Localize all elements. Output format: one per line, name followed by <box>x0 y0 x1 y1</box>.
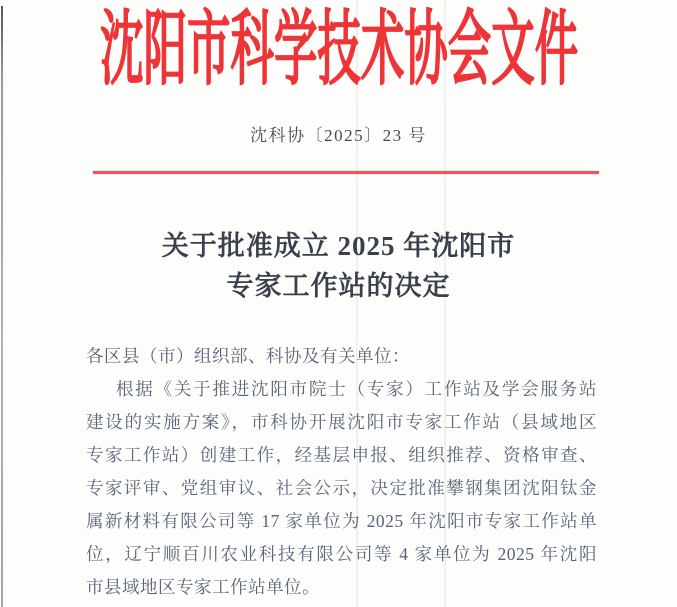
body-line: 属新材料有限公司等 17 家单位为 2025 年沈阳市专家工作站单 <box>86 511 597 531</box>
body-line: 建设的实施方案》，市科协开展沈阳市专家工作站（县域地区 <box>86 412 597 432</box>
body-line: 专家评审、党组审议、社会公示，决定批准攀钢集团沈阳钛金 <box>86 478 597 498</box>
body-line: 专家工作站）创建工作，经基层申报、组织推荐、资格审查、 <box>86 445 597 465</box>
masthead-title: 沈阳市科学技术协会文件 <box>99 4 578 95</box>
salutation-line: 各区县（市）组织部、科协及有关单位： <box>86 346 410 366</box>
document-number: 沈科协〔2025〕23 号 <box>250 126 427 145</box>
document-body <box>86 340 597 604</box>
document-title-line2: 专家工作站的决定 <box>226 271 451 301</box>
body-line-last: 市县域地区专家工作站单位。 <box>86 577 320 597</box>
body-line: 根据《关于推进沈阳市院士（专家）工作站及学会服务站 <box>116 379 597 399</box>
document-title <box>0 226 677 306</box>
document-masthead <box>0 0 677 100</box>
body-line: 位，辽宁顺百川农业科技有限公司等 4 家单位为 2025 年沈阳 <box>86 544 597 564</box>
document-title-line1: 关于批准成立 2025 年沈阳市 <box>161 231 516 261</box>
red-divider-line <box>93 171 599 174</box>
